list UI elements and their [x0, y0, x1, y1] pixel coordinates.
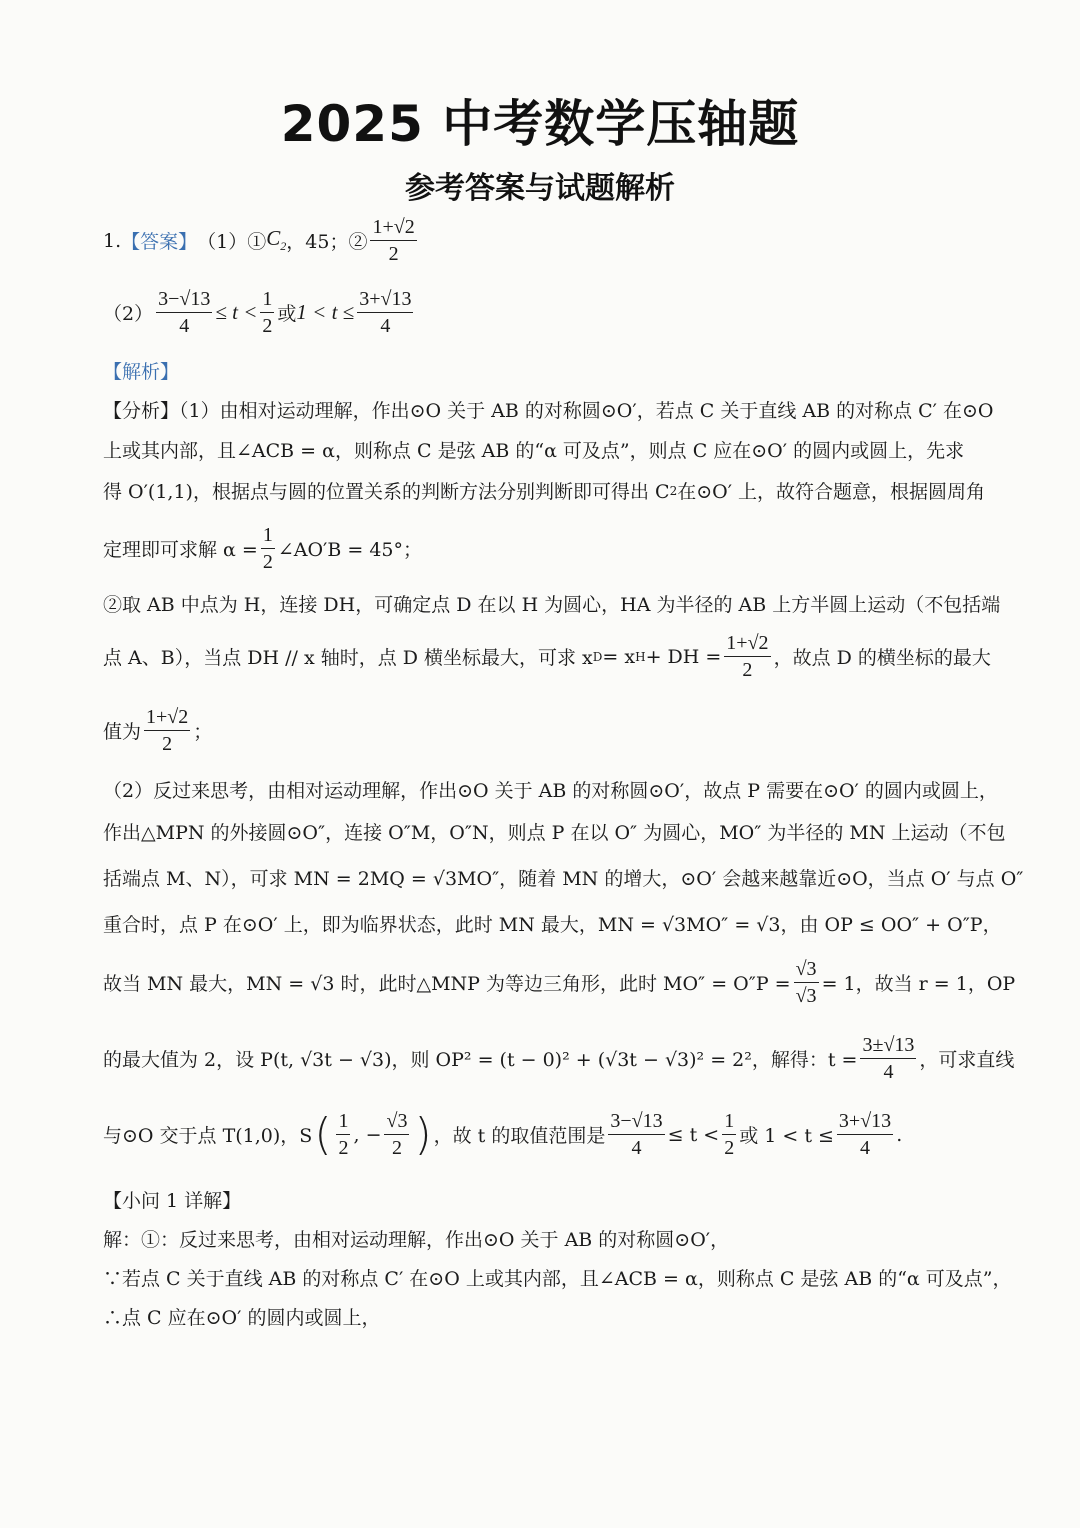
analysis-xd-fraction: $\frac{1+√2}{2}$ [726, 632, 769, 681]
analysis-p2-line-2: 点 A、B），当点 DH // x 轴时，点 D 横坐标最大，可求 x D = x H + DH = $\frac{1+√2}{2}$ ，故点 D 的横坐标的最大 [103, 632, 991, 681]
answer-part2-label: （2） [103, 303, 154, 325]
answer-part1-mid: ，45；② [286, 231, 368, 253]
answer-c2: $C_2$ [266, 226, 287, 254]
analysis-p3-line-4: 重合时，点 P 在⊙O′ 上，即为临界状态，此时 MN 最大，MN = √3MO″ = √3，由 OP ≤ OO″ + O″P， [103, 914, 1002, 936]
analysis-p2-line-3: 值为 $\frac{1+√2}{2}$ ； [103, 706, 213, 755]
analysis-p1-line-3: 得 O′(1,1)，根据点与圆的位置关系的判断方法分别判断即可得出 C 2 在⊙O′ 上，故符合题意，根据圆周角 [103, 481, 986, 503]
detail-line-1: 解：①：反过来思考，由相对运动理解，作出⊙O 关于 AB 的对称圆⊙O′， [103, 1229, 730, 1251]
question-number: 1. [103, 229, 122, 252]
answer-tag: 【答案】 [121, 231, 198, 253]
analysis-tag: 【解析】 [103, 361, 180, 383]
range-fraction-2: $\frac{1}{2}$ [724, 1110, 735, 1159]
analysis-p1-line-1: 【分析】（1）由相对运动理解，作出⊙O 关于 AB 的对称圆⊙O′，若点 C 关于直线 AB 的对称点 C′ 在⊙O [103, 400, 994, 422]
answer-part1-label: （1）① [197, 231, 267, 253]
point-s-y: $\frac{√3}{2}$ [386, 1110, 408, 1159]
detail-line-3: ∴点 C 应在⊙O′ 的圆内或圆上， [103, 1307, 381, 1329]
answer-inequality-2: 1 < t ≤ [296, 300, 355, 324]
analysis-p3-line-7: 与⊙O 交于点 T(1,0)，S ( $\frac{1}{2}$ , − $\frac{√3}{2}$ ) ，故 t 的取值范围是 $\frac{3-√13}{4}$ ≤ t < $\frac{1}{2}$ 或 1 < t ≤ $\frac{3+√13}{4}$ . [103, 1108, 903, 1160]
analysis-sqrt3-fraction: $\frac{√3}{√3}$ [795, 958, 817, 1007]
analysis-t-fraction: $\frac{3\pm√13}{4}$ [862, 1034, 915, 1083]
answer-fraction-1: $\frac{1+√2}{2}$ [372, 216, 415, 265]
answer-fraction-4: $\frac{3+√13}{4}$ [359, 288, 412, 337]
page-title: 2025 中考数学压轴题 [280, 95, 800, 153]
answer-line-1 [103, 214, 420, 267]
analysis-p2-line-1: ②取 AB 中点为 H，连接 DH，可确定点 D 在以 H 为圆心，HA 为半径的 AB 上方半圆上运动（不包括端 [103, 594, 1001, 616]
range-fraction-1: $\frac{3-√13}{4}$ [610, 1110, 663, 1159]
answer-line-2 [103, 286, 416, 339]
analysis-p3-line-1: （2）反过来思考，由相对运动理解，作出⊙O 关于 AB 的对称圆⊙O′，故点 P 需要在⊙O′ 的圆内或圆上， [103, 780, 998, 802]
range-fraction-3: $\frac{3+√13}{4}$ [838, 1110, 892, 1159]
analysis-p3-line-3: 括端点 M、N），可求 MN = 2MQ = √3MO″，随着 MN 的增大，⊙O′ 会越来越靠近⊙O，当点 O′ 与点 O″ [103, 868, 1024, 890]
answer-or: 或 [277, 303, 297, 325]
answer-fraction-3: $\frac{1}{2}$ [262, 288, 273, 337]
analysis-p3-line-5: 故当 MN 最大，MN = √3 时，此时△MNP 为等边三角形，此时 MO″ = O″P = $\frac{√3}{√3}$ = 1，故当 r = 1，OP [103, 958, 1016, 1007]
analysis-max-fraction: $\frac{1+√2}{2}$ [146, 706, 189, 755]
answer-fraction-2: $\frac{3-√13}{4}$ [158, 288, 211, 337]
point-s-x: $\frac{1}{2}$ [338, 1110, 349, 1159]
analysis-p1-line-4: 定理即可求解 α = $\frac{1}{2}$ ∠AO′B = 45°； [103, 524, 423, 573]
analysis-half-fraction: $\frac{1}{2}$ [262, 524, 273, 573]
detail-line-2: ∵若点 C 关于直线 AB 的对称点 C′ 在⊙O 上或其内部，且∠ACB = α，则称点 C 是弦 AB 的“α 可及点”， [103, 1268, 1012, 1290]
detail-tag: 【小问 1 详解】 [103, 1190, 242, 1212]
analysis-p3-line-2: 作出△MPN 的外接圆⊙O″，连接 O″M，O″N，则点 P 在以 O″ 为圆心，MO″ 为半径的 MN 上运动（不包 [103, 822, 1006, 844]
page-subtitle: 参考答案与试题解析 [405, 171, 675, 206]
answer-inequality-1: ≤ t < [215, 300, 258, 324]
analysis-p1-line-2: 上或其内部，且∠ACB = α，则称点 C 是弦 AB 的“α 可及点”，则点 C 应在⊙O′ 的圆内或圆上，先求 [103, 440, 965, 462]
analysis-p3-line-6: 的最大值为 2，设 P(t, √3t − √3)，则 OP² = (t − 0)² + (√3t − √3)² = 2²，解得：t = $\frac{3\pm√13}{4}$ ，可求直线 [103, 1034, 1015, 1083]
